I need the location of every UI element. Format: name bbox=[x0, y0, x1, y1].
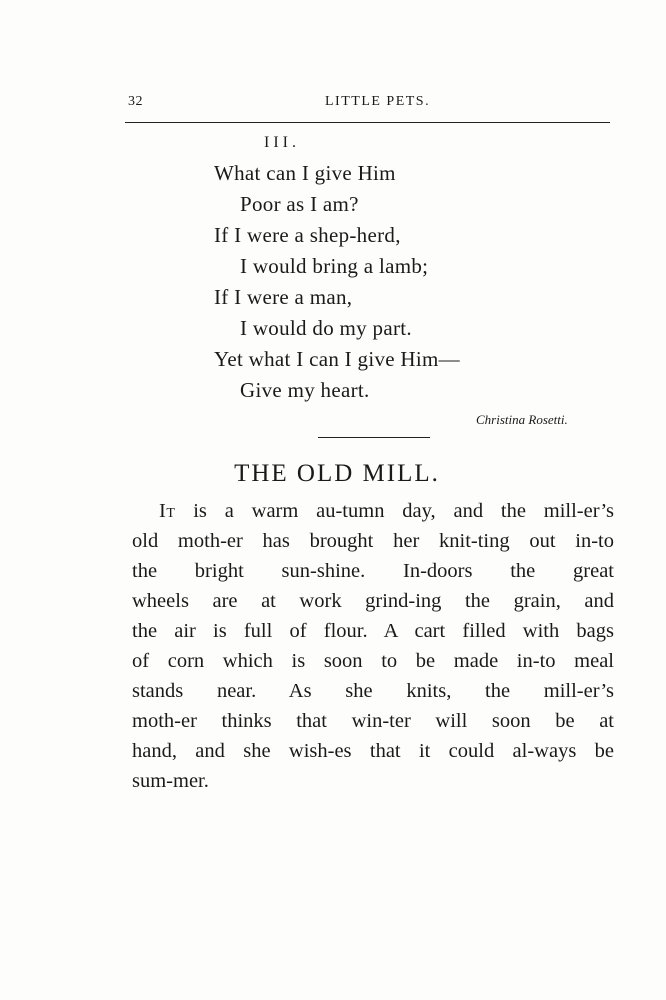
section-divider bbox=[318, 437, 430, 438]
poem-line: If I were a man, bbox=[214, 285, 353, 309]
poem-line: Give my heart. bbox=[240, 378, 370, 402]
drop-word: It bbox=[159, 500, 176, 522]
prose-line: moth-er thinks that win-ter will soon be at bbox=[132, 710, 614, 732]
poem-line: If I were a shep-herd, bbox=[214, 223, 401, 247]
prose-line: the air is full of flour. A cart filled with bags bbox=[132, 620, 614, 642]
prose-line: of corn which is soon to be made in-to meal bbox=[132, 650, 614, 672]
poem-line: Poor as I am? bbox=[240, 192, 359, 216]
prose-line: sum-mer. bbox=[132, 770, 209, 792]
prose-line: the bright sun-shine. In-doors the great bbox=[132, 560, 614, 582]
prose-paragraph bbox=[132, 496, 614, 796]
poem-line: I would do my part. bbox=[240, 316, 412, 340]
poem-line: Yet what I can I give Him— bbox=[214, 347, 460, 371]
poem-line: I would bring a lamb; bbox=[240, 254, 429, 278]
running-title: LITTLE PETS. bbox=[325, 94, 431, 109]
page-number: 32 bbox=[128, 94, 143, 109]
running-header bbox=[125, 94, 610, 116]
prose-line: hand, and she wish-es that it could al-ways be bbox=[132, 740, 614, 762]
prose-line: wheels are at work grind-ing the grain, and bbox=[132, 590, 614, 612]
header-rule bbox=[125, 122, 610, 123]
prose-line: old moth-er has brought her knit-ting out in-to bbox=[132, 530, 614, 552]
prose-line-text: is a warm au-tumn day, and the mill-er’s bbox=[193, 500, 614, 522]
prose-line: stands near. As she knits, the mill-er’s bbox=[132, 680, 614, 702]
prose-line bbox=[132, 496, 614, 526]
section-title: THE OLD MILL. bbox=[234, 460, 440, 487]
stanza-number: III. bbox=[264, 134, 300, 151]
poem-attribution: Christina Rosetti. bbox=[476, 412, 568, 427]
poem-line: What can I give Him bbox=[214, 161, 396, 185]
